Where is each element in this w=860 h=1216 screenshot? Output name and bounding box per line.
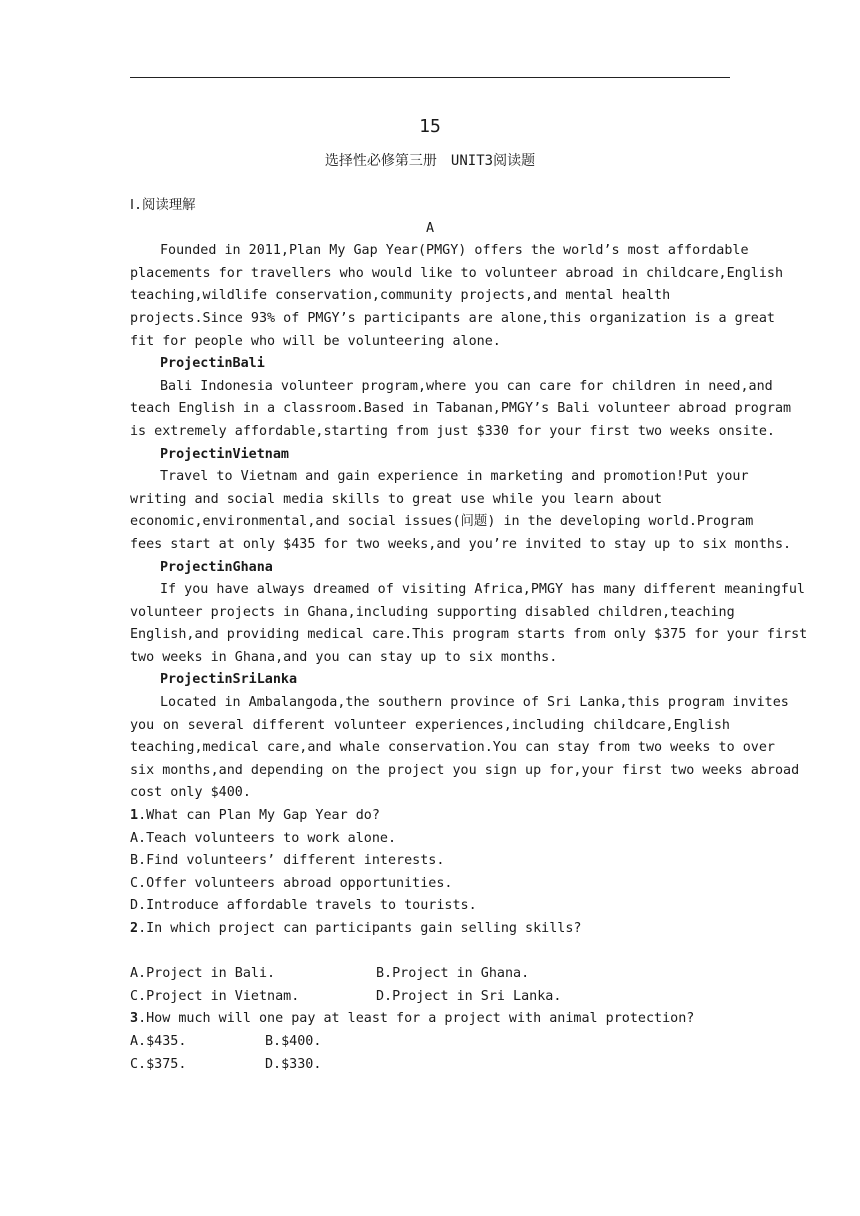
answer-option[interactable]: A.Teach volunteers to work alone. xyxy=(130,830,397,846)
document-subtitle: 选择性必修第三册 UNIT3阅读题 xyxy=(324,153,536,169)
project-ghana xyxy=(130,557,808,670)
paragraph-line: If you have always dreamed of visiting Africa,PMGY has many different meaningful xyxy=(160,582,805,598)
header-rule xyxy=(130,77,730,78)
paragraph-line: teaching,wildlife conservation,community projects,and mental health xyxy=(130,288,671,304)
option-row xyxy=(130,986,730,1009)
question-2 xyxy=(130,918,730,1008)
paragraph-line: placements for travellers who would like to volunteer abroad in childcare,English xyxy=(130,265,784,281)
question-stem xyxy=(130,918,730,941)
answer-option[interactable]: C.Offer volunteers abroad opportunities. xyxy=(130,875,453,891)
paragraph-line: Founded in 2011,Plan My Gap Year(PMGY) offers the world’s most affordable xyxy=(160,243,749,259)
intro-paragraph xyxy=(130,240,784,353)
paragraph-line: Bali Indonesia volunteer program,where you can care for children in need,and xyxy=(160,378,773,394)
paragraph-line: writing and social media skills to great use while you learn about xyxy=(130,491,663,507)
paragraph-line: Located in Ambalangoda,the southern province of Sri Lanka,this program invites xyxy=(160,695,789,711)
answer-option[interactable]: C.Project in Vietnam. xyxy=(130,988,300,1004)
answer-option[interactable]: D.$330. xyxy=(265,1056,322,1072)
option-row xyxy=(130,1031,730,1054)
paragraph-line: cost only $400. xyxy=(130,785,251,801)
option-row xyxy=(130,1054,730,1077)
blank-line xyxy=(130,941,730,964)
question-stem xyxy=(130,805,730,828)
paragraph-line: you on several different volunteer experiences,including childcare,English xyxy=(130,717,730,733)
question-text: .What can Plan My Gap Year do? xyxy=(138,808,380,824)
answer-option[interactable]: B.$400. xyxy=(265,1033,322,1049)
answer-option[interactable]: A.Project in Bali. xyxy=(130,966,276,982)
paragraph-line: projects.Since 93% of PMGY’s participants are alone,this organization is a great xyxy=(130,310,775,326)
answer-option[interactable]: B.Project in Ghana. xyxy=(376,966,530,982)
question-1 xyxy=(130,805,730,918)
question-stem xyxy=(130,1008,730,1031)
project-sri-lanka xyxy=(130,669,800,805)
answer-option[interactable]: D.Project in Sri Lanka. xyxy=(376,988,562,1004)
paragraph-line: fees start at only $435 for two weeks,and you’re invited to stay up to six months. xyxy=(130,536,792,552)
project-bali xyxy=(130,353,792,443)
paragraph-line: fit for people who will be volunteering alone. xyxy=(130,333,501,349)
reading-content xyxy=(130,195,808,1076)
paragraph-line: teaching,medical care,and whale conservation.You can stay from two weeks to over xyxy=(130,740,775,756)
answer-option[interactable]: D.Introduce affordable travels to tourists. xyxy=(130,898,477,914)
page-number: 15 xyxy=(419,116,441,137)
answer-option[interactable]: C.$375. xyxy=(130,1056,187,1072)
project-heading: ProjectinVietnam xyxy=(160,446,289,462)
paragraph-line: English,and providing medical care.This program starts from only $375 for your first xyxy=(130,627,808,643)
section-title: Ⅰ.阅读理解 xyxy=(130,198,196,213)
project-heading: ProjectinSriLanka xyxy=(160,672,298,688)
project-heading: ProjectinGhana xyxy=(160,559,273,575)
paragraph-line: Travel to Vietnam and gain experience in marketing and promotion!Put your xyxy=(160,469,749,485)
paragraph-line: is extremely affordable,starting from just $330 for your first two weeks onsite. xyxy=(130,423,775,439)
passage-label: A xyxy=(425,220,435,236)
paragraph-line: six months,and depending on the project you sign up for,your first two weeks abroad xyxy=(130,762,800,778)
question-text: .How much will one pay at least for a project with animal protection? xyxy=(138,1011,695,1027)
project-heading: ProjectinBali xyxy=(160,356,265,372)
question-number: 3 xyxy=(130,1011,139,1027)
paragraph-line: economic,environmental,and social issues(问题) in the developing world.Program xyxy=(130,514,754,530)
answer-option[interactable]: B.Find volunteers’ different interests. xyxy=(130,853,445,869)
question-number: 1 xyxy=(130,808,139,824)
option-row xyxy=(130,963,730,986)
question-number: 2 xyxy=(130,921,139,936)
question-3 xyxy=(130,1008,730,1076)
answer-option[interactable]: A.$435. xyxy=(130,1033,187,1049)
paragraph-line: volunteer projects in Ghana,including supporting disabled children,teaching xyxy=(130,604,735,620)
question-text: .In which project can participants gain selling skills? xyxy=(138,921,582,936)
paragraph-line: teach English in a classroom.Based in Tabanan,PMGY’s Bali volunteer abroad program xyxy=(130,401,792,417)
project-vietnam xyxy=(130,444,792,557)
paragraph-line: two weeks in Ghana,and you can stay up to six months. xyxy=(130,649,558,665)
